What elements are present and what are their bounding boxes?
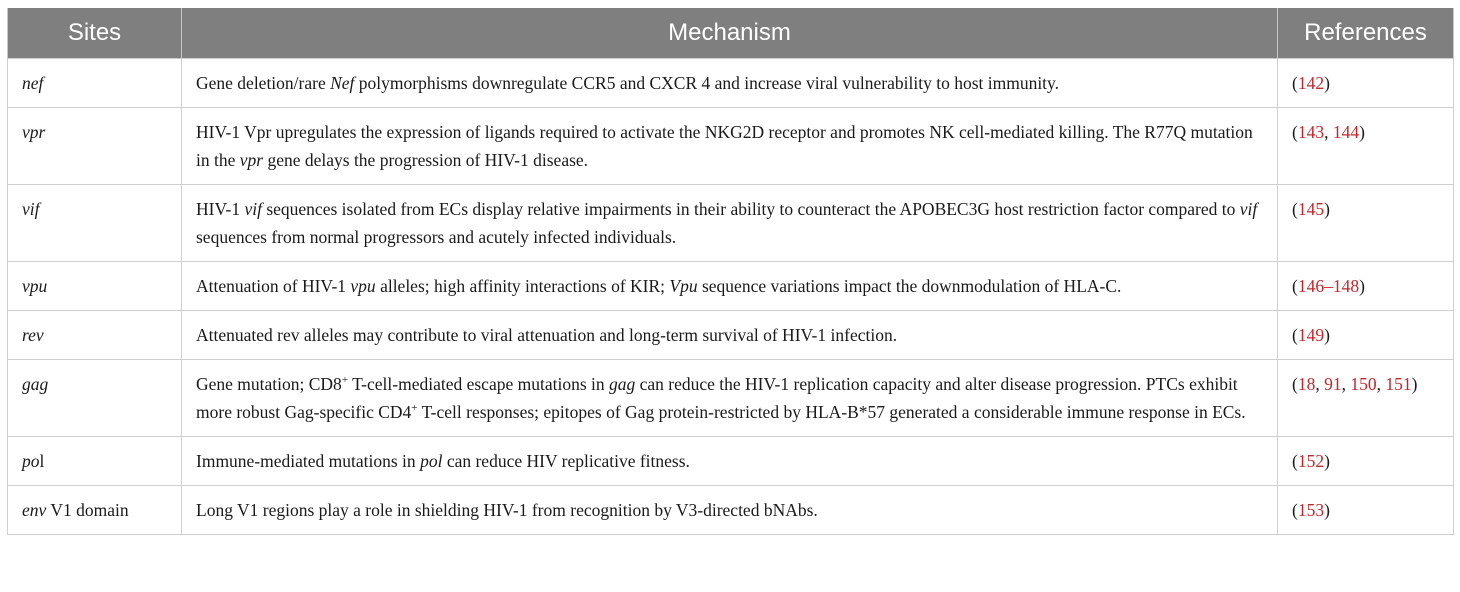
reference-link[interactable]: 144: [1332, 122, 1360, 142]
reference-link[interactable]: 143: [1297, 122, 1325, 142]
table-row: [8, 262, 1454, 311]
references-cell: (149): [1278, 311, 1454, 360]
references-cell: (153): [1278, 486, 1454, 535]
table-row: [8, 437, 1454, 486]
mechanism-cell: Immune-mediated mutations in pol can reduce HIV replicative fitness.: [182, 437, 1278, 486]
reference-link[interactable]: 149: [1297, 325, 1325, 345]
header-row: [8, 8, 1454, 59]
table-row: [8, 311, 1454, 360]
gene-sites-table: [7, 8, 1454, 535]
reference-link[interactable]: 150: [1350, 374, 1377, 394]
reference-link[interactable]: 151: [1385, 374, 1412, 394]
mechanism-cell: Gene mutation; CD8+ T-cell-mediated escape mutations in gag can reduce the HIV-1 replication capacity and alter disease progression. PTCs exhibit more robust Gag-specific CD4+ T-cell responses; epitopes of Gag protein-restricted by HLA-B*57 generated a considerable immune response in ECs.: [182, 360, 1278, 437]
references-cell: (152): [1278, 437, 1454, 486]
site-cell: vpr: [8, 108, 182, 185]
mechanism-cell: Attenuation of HIV-1 vpu alleles; high affinity interactions of KIR; Vpu sequence variations impact the downmodulation of HLA-C.: [182, 262, 1278, 311]
header-sites: Sites: [8, 8, 182, 59]
mechanism-cell: Gene deletion/rare Nef polymorphisms downregulate CCR5 and CXCR 4 and increase viral vulnerability to host immunity.: [182, 59, 1278, 108]
site-cell: vpu: [8, 262, 182, 311]
site-cell: rev: [8, 311, 182, 360]
references-cell: (142): [1278, 59, 1454, 108]
site-cell: nef: [8, 59, 182, 108]
header-references: References: [1278, 8, 1454, 59]
reference-link[interactable]: 152: [1297, 451, 1325, 471]
references-cell: (143, 144): [1278, 108, 1454, 185]
references-cell: (146–148): [1278, 262, 1454, 311]
reference-link[interactable]: 91: [1324, 374, 1342, 394]
mechanism-cell: HIV-1 vif sequences isolated from ECs display relative impairments in their ability to counteract the APOBEC3G host restriction factor compared to vif sequences from normal progressors and acutely infected individuals.: [182, 185, 1278, 262]
header-mechanism: Mechanism: [182, 8, 1278, 59]
site-cell: pol: [8, 437, 182, 486]
mechanism-cell: HIV-1 Vpr upregulates the expression of ligands required to activate the NKG2D receptor and promotes NK cell-mediated killing. The R77Q mutation in the vpr gene delays the progression of HIV-1 disease.: [182, 108, 1278, 185]
table-row: [8, 360, 1454, 437]
references-cell: (18, 91, 150, 151): [1278, 360, 1454, 437]
mechanism-cell: Long V1 regions play a role in shielding HIV-1 from recognition by V3-directed bNAbs.: [182, 486, 1278, 535]
site-cell: vif: [8, 185, 182, 262]
reference-link[interactable]: 18: [1297, 374, 1316, 394]
site-cell: gag: [8, 360, 182, 437]
reference-link[interactable]: 145: [1297, 199, 1325, 219]
table-row: [8, 108, 1454, 185]
references-cell: (145): [1278, 185, 1454, 262]
site-cell: env V1 domain: [8, 486, 182, 535]
table-row: [8, 486, 1454, 535]
table-row: [8, 185, 1454, 262]
reference-link[interactable]: 153: [1297, 500, 1325, 520]
mechanism-cell: Attenuated rev alleles may contribute to viral attenuation and long-term survival of HIV-1 infection.: [182, 311, 1278, 360]
table-row: [8, 59, 1454, 108]
reference-link[interactable]: 142: [1297, 73, 1325, 93]
reference-link[interactable]: 146–148: [1297, 276, 1360, 296]
